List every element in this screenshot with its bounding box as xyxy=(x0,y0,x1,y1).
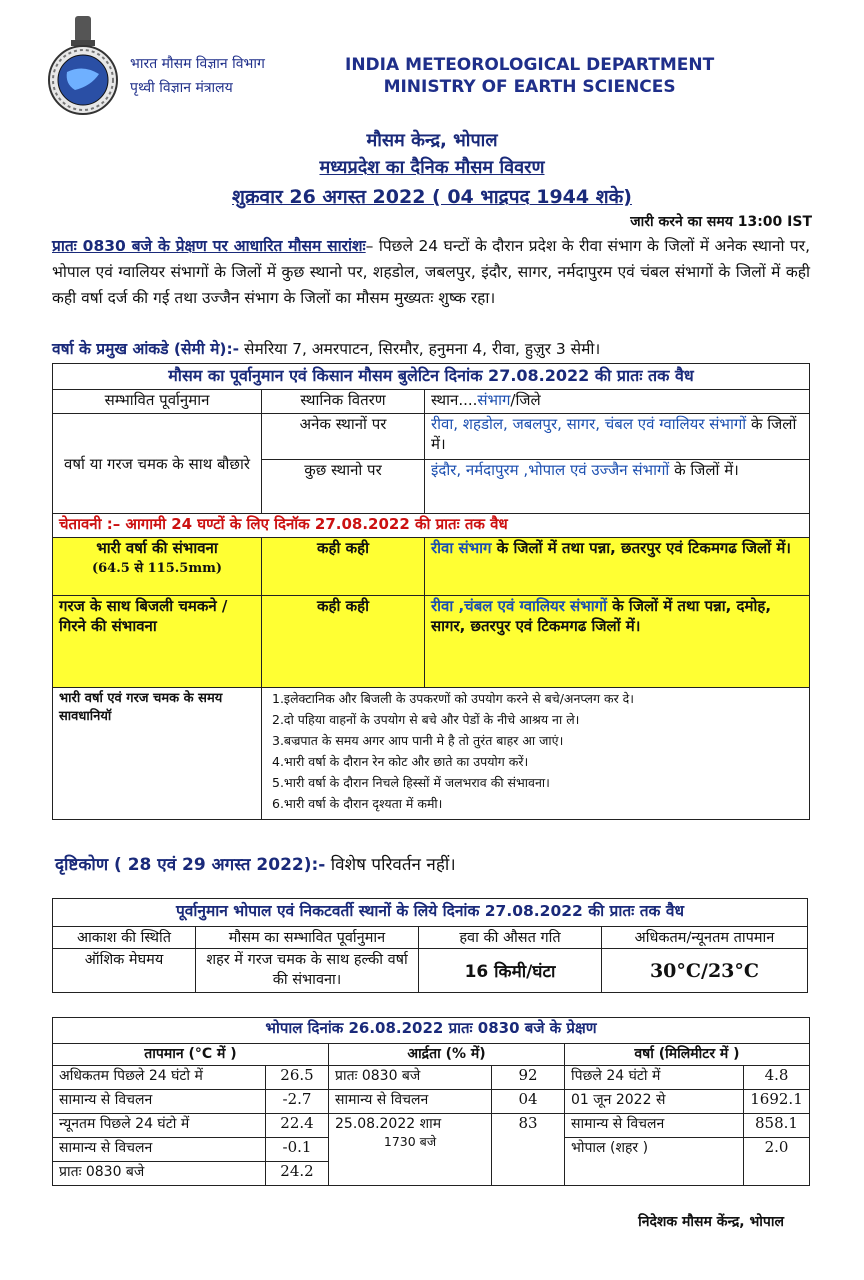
warning-heavy-rain xyxy=(53,538,262,596)
temp-label: सामान्य से विचलन xyxy=(53,1090,266,1114)
director-signature: निदेशक मौसम केंन्द्र, भोपाल xyxy=(638,1214,784,1230)
lightning-divisions: रीवा ,चंबल एवं ग्वालियर संभागों xyxy=(431,597,607,615)
humidity-label: प्रातः 0830 बजे xyxy=(329,1066,492,1090)
row2-distribution: कुछ स्थानो पर xyxy=(262,460,425,514)
english-department-name xyxy=(345,54,714,98)
english-dept-line1: INDIA METEOROLOGICAL DEPARTMENT xyxy=(345,55,715,75)
row1-places xyxy=(425,414,810,460)
bhopal-forecast-title: पूर्वानुमान भोपाल एवं निकटवर्ती स्थानों के लिये दिनांक 27.08.2022 की प्रातः तक वैध xyxy=(53,899,808,927)
header-weather: मौसम का सम्भावित पूर्वानुमान xyxy=(196,927,419,949)
header-temperature: अधिकतम/न्यूनतम तापमान xyxy=(602,927,808,949)
english-ministry-line2: MINISTRY OF EARTH SCIENCES xyxy=(383,77,676,97)
place-header-suffix: /जिले xyxy=(510,391,541,409)
rain-value: 2.0 xyxy=(744,1138,810,1186)
temp-value: 26.5 xyxy=(266,1066,329,1090)
temp-value: 22.4 xyxy=(266,1114,329,1138)
precaution-item: 2.दो पहिया वाहनों के उपयोग से बचे और पेडों के नीचे आश्रय ना ले। xyxy=(272,712,580,727)
hindi-dept-line1: भारत मौसम विज्ञान विभाग xyxy=(130,56,265,72)
bhopal-forecast-table xyxy=(52,898,808,993)
outlook-text: विशेष परिवर्तन नहीं। xyxy=(325,855,456,875)
header-wind: हवा की औसत गति xyxy=(419,927,602,949)
humidity-evening xyxy=(329,1114,492,1186)
outlook xyxy=(55,852,456,875)
heavy-rain-label: भारी वर्षा की संभावना xyxy=(96,539,218,557)
hindi-department-name xyxy=(130,52,265,100)
observation-title: भोपाल दिनांक 26.08.2022 प्रातः 0830 बजे के प्रेक्षण xyxy=(53,1018,810,1044)
humidity-label: 25.08.2022 शाम xyxy=(335,1116,442,1132)
row1-place-suffix: के जिलों में। xyxy=(431,415,797,453)
weather-summary xyxy=(52,233,810,311)
row2-place-suffix: के जिलों में। xyxy=(669,461,739,479)
temp-value: -2.7 xyxy=(266,1090,329,1114)
centre-title: मौसम केन्द्र, भोपाल xyxy=(366,130,498,151)
rain-label: सामान्य से विचलन xyxy=(565,1114,744,1138)
rain-label: भोपाल (शहर ) xyxy=(565,1138,744,1186)
temp-label: प्रातः 0830 बजे xyxy=(53,1162,266,1186)
hindi-ministry-line2: पृथ्वी विज्ञान मंत्रालय xyxy=(130,80,233,96)
report-date: शुक्रवार 26 अगस्त 2022 ( 04 भाद्रपद 1944 शके) xyxy=(232,186,632,208)
forecast-event: वर्षा या गरज चमक के साथ बौछारे xyxy=(53,414,262,514)
sky-condition: ऑशिक मेघमय xyxy=(53,949,196,993)
outlook-heading: दृष्टिकोण ( 28 एवं 29 अगस्त 2022):- xyxy=(55,855,326,875)
max-min-temperature: 30°C/23°C xyxy=(602,949,808,993)
rain-value: 858.1 xyxy=(744,1114,810,1138)
row2-places xyxy=(425,460,810,514)
lightning-places xyxy=(425,596,810,688)
summary-text: – पिछले 24 घन्टों के दौरान प्रदेश के रीवा संभाग के जिलों में अनेक स्थानो पर, भोपाल एवं ग्वालियर संभागों के जिलों में कुछ स्थानो पर, शहडोल, जबलपुर, इंदौर, सागर, नर्मदापुरम एवं चंबल संभागों के जिलों में कही कही वर्षा दर्ज की गई तथा उज्जैन संभाग के जिलों का मौसम मुख्यतः शुष्क रहा। xyxy=(52,237,810,307)
temp-label: सामान्य से विचलन xyxy=(53,1138,266,1162)
forecast-col-header-forecast: सम्भावित पूर्वानुमान xyxy=(53,390,262,414)
forecast-warning-table xyxy=(52,363,810,820)
temp-header: तापमान (°C में ) xyxy=(53,1044,329,1066)
rain-label: 01 जून 2022 से xyxy=(565,1090,744,1114)
lightning-distribution: कही कही xyxy=(262,596,425,688)
heavy-rain-suffix: के जिलों में तथा पन्ना, छतरपुर एवं टिकमगढ जिलों में। xyxy=(491,539,791,557)
humidity-value: 83 xyxy=(492,1114,565,1186)
forecast-col-header-distribution: स्थानिक वितरण xyxy=(262,390,425,414)
table-row xyxy=(53,1114,810,1138)
rain-value: 1692.1 xyxy=(744,1090,810,1114)
row2-place-names: इंदौर, नर्मदापुरम ,भोपाल एवं उज्जैन संभागों xyxy=(431,461,670,479)
header-sky: आकाश की स्थिति xyxy=(53,927,196,949)
precaution-item: 4.भारी वर्षा के दौरान रेन कोट और छाते का उपयोग करें। xyxy=(272,754,529,769)
temp-value: 24.2 xyxy=(266,1162,329,1186)
humidity-header: आर्द्रता (% में) xyxy=(329,1044,565,1066)
rain-value: 4.8 xyxy=(744,1066,810,1090)
warning-title: चेतावनी :– आगामी 24 घण्टों के लिए दिनॉक 27.08.2022 की प्रातः तक वैध xyxy=(53,514,810,538)
heavy-rain-places xyxy=(425,538,810,596)
precaution-heading: भारी वर्षा एवं गरज चमक के समय सावधानियॉ xyxy=(53,688,262,820)
rainfall-heading: वर्षा के प्रमुख आंकडे (सेमी मे):- xyxy=(52,340,240,358)
precaution-item: 1.इलेक्टानिक और बिजली के उपकरणों को उपयोग करने से बचे/अनप्लग कर दे। xyxy=(272,691,635,706)
table-row xyxy=(53,1090,810,1114)
place-header-prefix: स्थान.... xyxy=(431,391,478,409)
precaution-item: 3.बज्रपात के समय अगर आप पानी मे है तो तुरंत बाहर आ जाएं। xyxy=(272,733,564,748)
precaution-list xyxy=(262,688,810,820)
precaution-item: 6.भारी वर्षा के दौरान दृश्यता में कमी। xyxy=(272,796,443,811)
rain-label: पिछले 24 घंटो में xyxy=(565,1066,744,1090)
wind-speed: 16 किमी/घंटा xyxy=(419,949,602,993)
rainfall-figures xyxy=(52,337,812,359)
report-title: मध्यप्रदेश का दैनिक मौसम विवरण xyxy=(319,157,545,178)
rainfall-text: सेमरिया 7, अमरपाटन, सिरमौर, हनुमना 4, रीवा, हुज़ुर 3 सेमी। xyxy=(239,340,601,358)
humidity-label: सामान्य से विचलन xyxy=(329,1090,492,1114)
issue-time: जारी करने का समय 13:00 IST xyxy=(630,214,812,230)
humidity-sub-time: 1730 बजे xyxy=(383,1134,437,1149)
place-header-division: संभाग xyxy=(477,391,511,409)
forecast-title: मौसम का पूर्वानुमान एवं किसान मौसम बुलेटिन दिनांक 27.08.2022 की प्रातः तक वैध xyxy=(53,364,810,390)
rain-header: वर्षा (मिलिमीटर में ) xyxy=(565,1044,810,1066)
row1-distribution: अनेक स्थानों पर xyxy=(262,414,425,460)
heavy-rain-distribution: कही कही xyxy=(262,538,425,596)
humidity-value: 92 xyxy=(492,1066,565,1090)
temp-label: अधिकतम पिछले 24 घंटो में xyxy=(53,1066,266,1090)
warning-lightning: गरज के साथ बिजली चमकने / गिरने की संभावना xyxy=(53,596,262,688)
heavy-rain-range: (64.5 से 115.5mm) xyxy=(91,561,223,576)
imd-emblem-logo xyxy=(45,14,121,118)
humidity-value: 04 xyxy=(492,1090,565,1114)
heavy-rain-division: रीवा संभाग xyxy=(431,539,492,557)
temp-value: -0.1 xyxy=(266,1138,329,1162)
summary-heading: प्रातः 0830 बजे के प्रेक्षण पर आधारित मौसम सारांशः xyxy=(52,237,366,255)
weather-forecast: शहर में गरज चमक के साथ हल्की वर्षा की संभावना। xyxy=(196,949,419,993)
temp-label: न्यूनतम पिछले 24 घंटो में xyxy=(53,1114,266,1138)
table-row xyxy=(53,1066,810,1090)
lightning-suffix: के जिलों में तथा पन्ना, दमोह, सागर, छतरपुर एवं टिकमगढ जिलों में। xyxy=(431,597,772,635)
observation-table xyxy=(52,1017,810,1186)
forecast-col-header-place xyxy=(425,390,810,414)
precaution-item: 5.भारी वर्षा के दौरान निचले हिस्सों में जलभराव की संभावना। xyxy=(272,775,550,790)
row1-place-names: रीवा, शहडोल, जबलपुर, सागर, चंबल एवं ग्वालियर संभागों xyxy=(431,415,747,433)
